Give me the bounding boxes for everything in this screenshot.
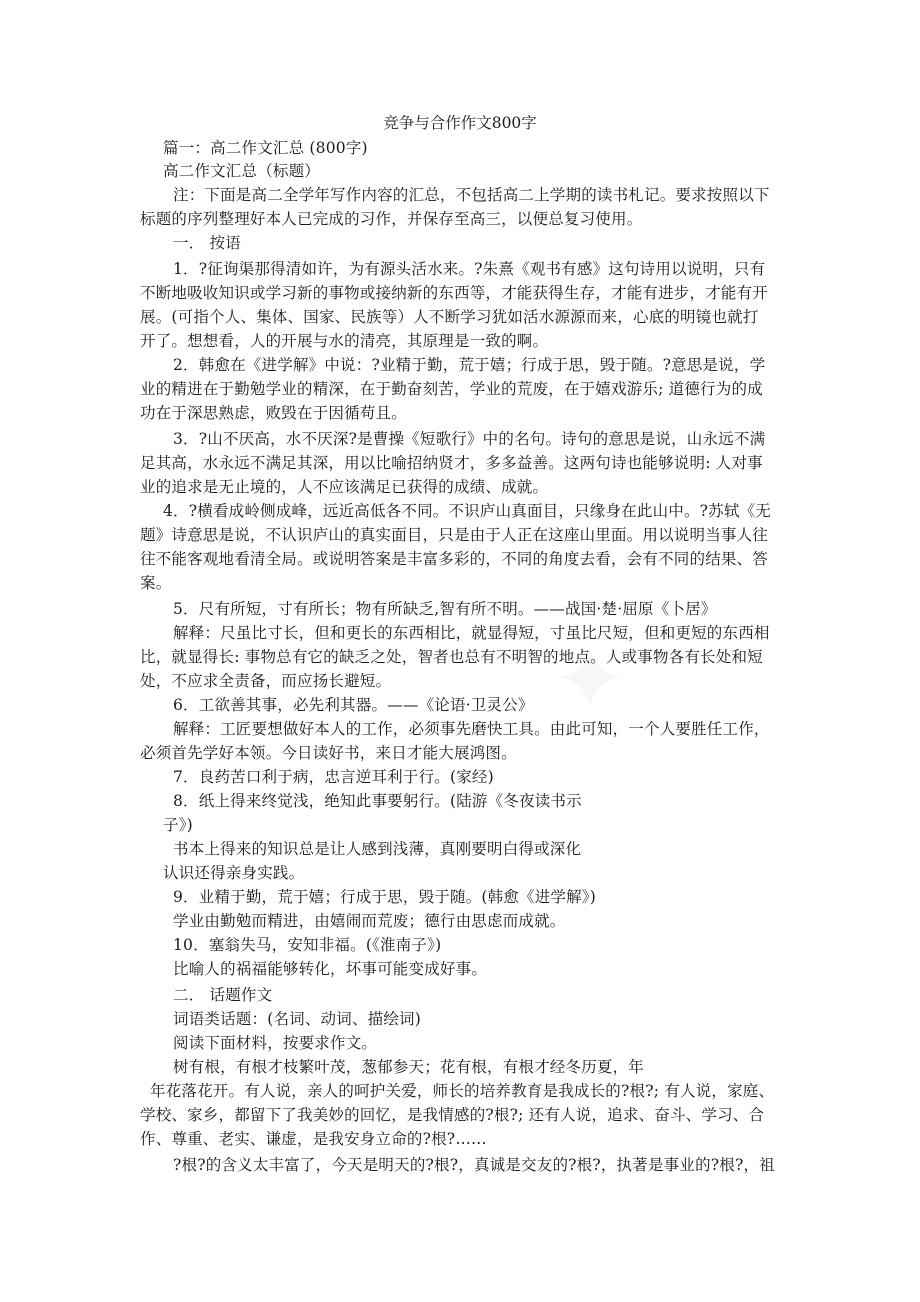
text-line: 开了。想想看，人的开展与水的清亮，其原理是一致的啊。 — [140, 332, 549, 350]
text-line: 功在于深思熟虑，败毁在于因循苟且。 — [140, 404, 407, 422]
subsection-heading: 二． 话题作文 — [173, 986, 273, 1004]
text-line: 处，不应求全责备，而应扬长避短。 — [140, 672, 392, 690]
text-line: 8．纸上得来终觉浅，绝知此事要躬行。(陆游《冬夜读书示 — [173, 792, 582, 810]
text-line: 解释：工匠要想做好本人的工作，必须事先磨快工具。由此可知，一个人要胜任工作， — [173, 720, 770, 738]
subsection-heading: 一． 按语 — [173, 234, 241, 252]
section-heading: 篇一：高二作文汇总 (800字) — [163, 139, 368, 157]
text-line: 学业由勤勉而精进，由嬉闹而荒废；德行由思虑而成就。 — [173, 912, 566, 930]
text-line: 往不能客观地看清全局。或说明答案是丰富多彩的，不同的角度去看，会有不同的结果、答 — [140, 550, 769, 568]
text-line: 4．?横看成岭侧成峰，远近高低各不同。不识庐山真面目，只缘身在此山中。?苏轼《无 — [163, 502, 771, 520]
text-line: 学校、家乡，都留下了我美妙的回忆，是我情感的?根?; 还有人说，追求、奋斗、学习、合 — [140, 1106, 765, 1124]
text-line: 解释：尺虽比寸长，但和更长的东西相比，就显得短，寸虽比尺短，但和更短的东西相 — [173, 624, 770, 642]
text-line: 书本上得来的知识总是让人感到浅薄，真刚要明白得或深化 — [173, 840, 582, 858]
text-line: 比，就显得长: 事物总有它的缺乏之处，智者也总有不明智的地点。人或事物各有长处和短 — [140, 648, 763, 666]
text-line: 案。 — [140, 574, 172, 592]
text-line: 7．良药苦口利于病，忠言逆耳利于行。(家经) — [173, 768, 494, 786]
text-line: 注：下面是高二全学年写作内容的汇总，不包括高二上学期的读书札记。要求按照以下 — [173, 186, 770, 204]
faint-watermark: ✦ — [552, 627, 628, 732]
text-line: 子》) — [163, 816, 193, 834]
text-line: 6．工欲善其事，必先利其器。——《论语·卫灵公》 — [173, 696, 534, 714]
text-line: 足其高，水永远不满足其深，用以比喻招纳贤才，多多益善。这两句诗也能够说明: 人对事 — [140, 454, 763, 472]
text-line: 树有根，有根才枝繁叶茂，葱郁参天；花有根，有根才经冬历夏，年 — [173, 1058, 645, 1076]
text-line: 阅读下面材料，按要求作文。 — [173, 1034, 378, 1052]
text-line: 1．?征询渠那得清如许，为有源头活水来。?朱熹《观书有感》这句诗用以说明，只有 — [173, 260, 766, 278]
text-line: 展。(可指个人、集体、国家、民族等）人不断学习犹如活水源源而来，心底的明镜也就打 — [140, 308, 759, 326]
text-line: 词语类话题：(名词、动词、描绘词) — [173, 1010, 421, 1028]
document-title: 竞争与合作作文800字 — [383, 114, 537, 132]
text-line: 年花落花开。有人说，亲人的呵护关爱，师长的培养教育是我成长的?根?; 有人说，家庭、 — [150, 1082, 775, 1100]
text-line: 认识还得亲身实践。 — [163, 864, 305, 882]
text-line: 2．韩愈在《进学解》中说：?业精于勤，荒于嬉；行成于思，毁于随。?意思是说，学 — [173, 356, 766, 374]
text-line: 业的追求是无止境的，人不应该满足已获得的成绩、成就。 — [140, 478, 549, 496]
text-line: ?根?的含义太丰富了，今天是明天的?根?，真诚是交友的?根?，执著是事业的?根?，祖 — [173, 1156, 775, 1174]
text-line: 5．尺有所短，寸有所长；物有所缺乏,智有所不明。——战国·楚·屈原《卜居》 — [173, 600, 717, 618]
text-line: 作、尊重、老实、谦虚，是我安身立命的?根?…… — [140, 1130, 487, 1148]
text-line: 9．业精于勤，荒于嬉；行成于思，毁于随。(韩愈《进学解》) — [173, 888, 597, 906]
text-line: 必须首先学好本领。今日读好书，来日才能大展鸿图。 — [140, 744, 517, 762]
text-line: 业的精进在于勤勉学业的精深，在于勤奋刻苦，学业的荒废，在于嬉戏游乐; 道德行为的成 — [140, 380, 763, 398]
text-line: 不断地吸收知识或学习新的事物或接纳新的东西等，才能获得生存，才能有进步，才能有开 — [140, 284, 769, 302]
text-line: 10．塞翁失马，安知非福。(《淮南子》) — [173, 936, 442, 954]
text-line: 3．?山不厌高，水不厌深?是曹操《短歌行》中的名句。诗句的意思是说，山永远不满 — [173, 430, 766, 448]
text-line: 题》诗意思是说，不认识庐山的真实面目，只是由于人正在这座山里面。用以说明当事人往 — [140, 526, 769, 544]
text-line: 比喻人的祸福能够转化，坏事可能变成好事。 — [173, 960, 488, 978]
text-line: 高二作文汇总（标题） — [163, 162, 321, 180]
text-line: 标题的序列整理好本人已完成的习作，并保存至高三，以便总复习使用。 — [140, 210, 643, 228]
